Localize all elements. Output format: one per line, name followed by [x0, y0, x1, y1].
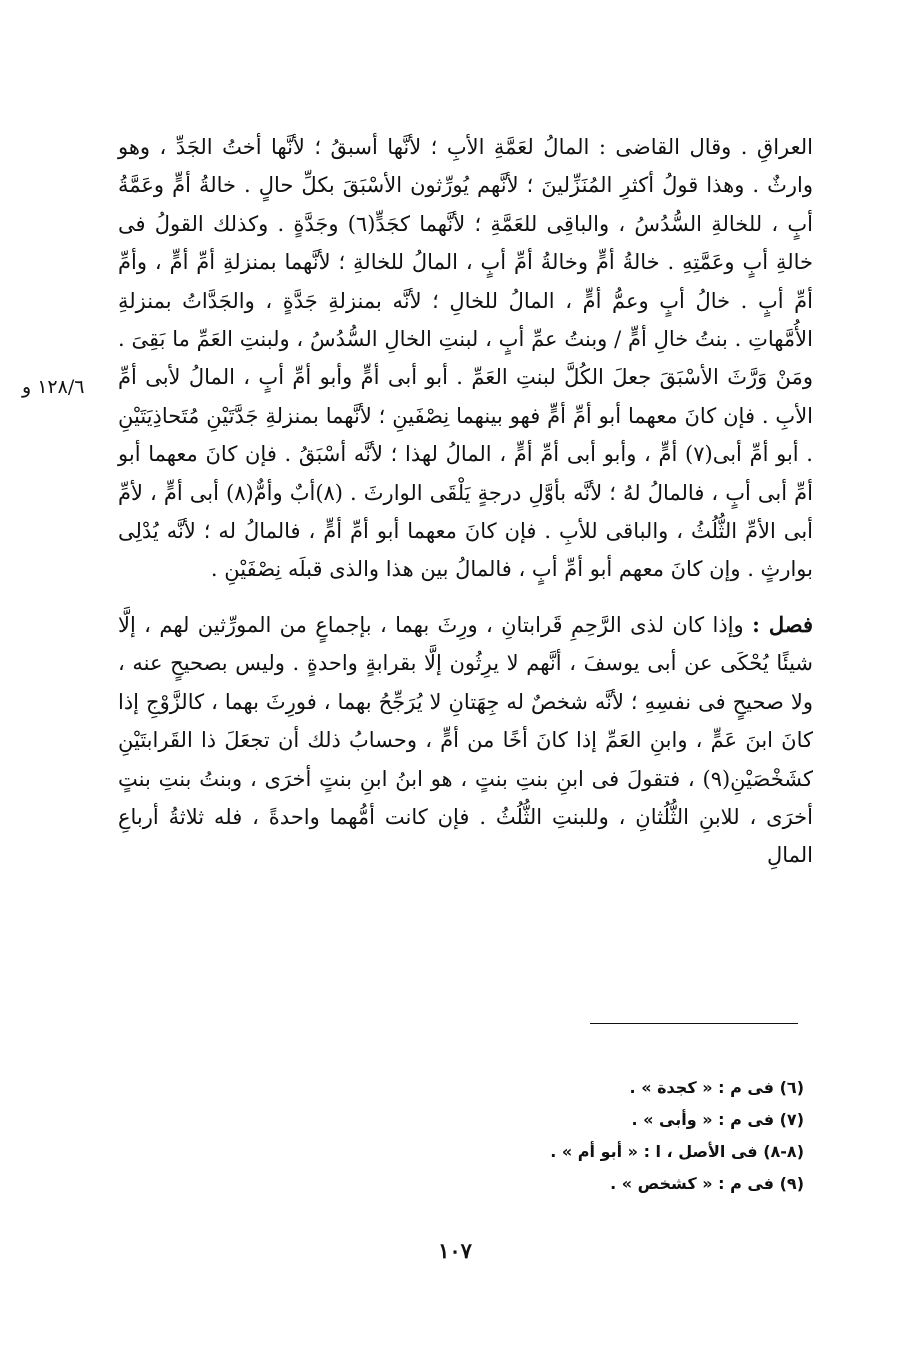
main-text: [118, 128, 813, 875]
footnote-7: (٧) فى م : « وأبى » .: [631, 1110, 804, 1129]
footnotes: [400, 1072, 804, 1200]
footnote-8: (٨-٨) فى الأصل ، ا : « أبو أم » .: [550, 1142, 804, 1161]
footnote-9: (٩) فى م : « كشخص » .: [610, 1174, 804, 1193]
manuscript-folio-note: ١٢٨/٦ و: [22, 376, 85, 398]
paragraph-2-text: وإذا كان لذى الرَّحِمِ قَرابتانِ ، ورِثَ بهما ، بإجماعٍ من المورِّثين لهم ، إلَّا شيئًا يُحْكَى عن أبى يوسفَ ، أنَّهم لا يرِثُون إلَّا بقرابةٍ واحدةٍ . وليس بصحيحٍ عنه ، ولا صحيحٍ فى نفسِهِ ؛ لأنَّه شخصٌ له جِهَتانِ لا يُرَجِّحُ بهما ، فورِثَ بهما ، كالزَّوْجِ إذا كانَ ابنَ عَمٍّ ، وابنِ العَمِّ إذا كانَ أخًا من أمٍّ ، وحسابُ ذلك أن تجعَلَ ذا القَرابتَيْنِ كشَخْصَيْنِ(٩) ، فتقولَ فى ابنِ بنتِ بنتٍ ، هو ابنُ ابنِ بنتٍ أخرَى ، وبنتُ بنتِ بنتٍ أخرَى ، للابنِ الثُّلُثانِ ، وللبنتِ الثُّلُثُ . فإن كانت أمُّهما واحدةً ، فله ثلاثةُ أرباعِ المالِ: [118, 612, 813, 868]
paragraph-2: [118, 606, 813, 875]
paragraph-1: العراقِ . وقال القاضى : المالُ لعَمَّةِ الأبِ ؛ لأنَّها أسبقُ ؛ لأنَّها أختُ الجَدِّ ، وهو وارثٌ . وهذا قولُ أكثرِ المُنَزِّلينَ ؛ لأنَّهم يُورِّثون الأسْبَقَ بكلِّ حالٍ . خالةُ أمٍّ وعَمَّةُ أبٍ ، للخالةِ السُّدُسُ ، والباقِى للعَمَّةِ ؛ لأنَّهما كجَدٍّ(٦) وجَدَّةٍ . وكذلك القولُ فى خالةِ أبٍ وعَمَّتِهِ . خالةُ أمٍّ وخالةُ أمِّ أبٍ ، المالُ للخالةِ ؛ لأنَّهما بمنزلةِ أمِّ أمٍّ ، وأمِّ أمِّ أبٍ . خالُ أبٍ وعمُّ أمٍّ ، المالُ للخالِ ؛ لأنَّه بمنزلةِ جَدَّةٍ ، والجَدَّاتُ بمنزلةِ الأُمَّهاتِ . بنتُ خالِ أمٍّ / وبنتُ عمِّ أبٍ ، لبنتِ الخالِ السُّدُسُ ، ولبنتِ العَمِّ ما بَقِىَ . ومَنْ وَرَّثَ الأسْبَقَ جعلَ الكُلَّ لبنتِ العَمِّ . أبو أبى أمٍّ وأبو أمِّ أبٍ ، المالُ لأبى أمِّ الأبِ . فإن كانَ معهما أبو أمِّ أمٍّ فهو بينهما نِصْفَينِ ؛ لأنَّهما بمنزلةِ جَدَّتَيْنِ مُتَحاذِيَتَيْنِ . أبو أمِّ أبى(٧) أمٍّ ، وأبو أبى أمِّ أمٍّ ، المالُ لهذا ؛ لأنَّه أسْبَقُ . فإن كانَ معهما أبو أمِّ أبى أبٍ ، فالمالُ لهُ ؛ لأنَّه بأوَّلِ درجةٍ يَلْقَى الوارثَ . (٨)أبٌ وأمٌّ(٨) أبى أمٍّ ، لأمِّ أبى الأمِّ الثُّلُثُ ، والباقى للأبِ . فإن كانَ معهما أبو أمِّ أمٍّ ، فالمالُ له ؛ لأنَّه يُدْلِى بوارثٍ . وإن كانَ معهم أبو أمِّ أبٍ ، فالمالُ بين هذا والذى قبلَه نِصْفَيْنِ .: [118, 135, 814, 582]
footnote-6: (٦) فى م : « كجدة » .: [629, 1078, 804, 1097]
footnote-separator: [590, 1023, 798, 1024]
section-heading: فصل :: [752, 611, 813, 637]
page-number: ١٠٧: [438, 1238, 472, 1263]
